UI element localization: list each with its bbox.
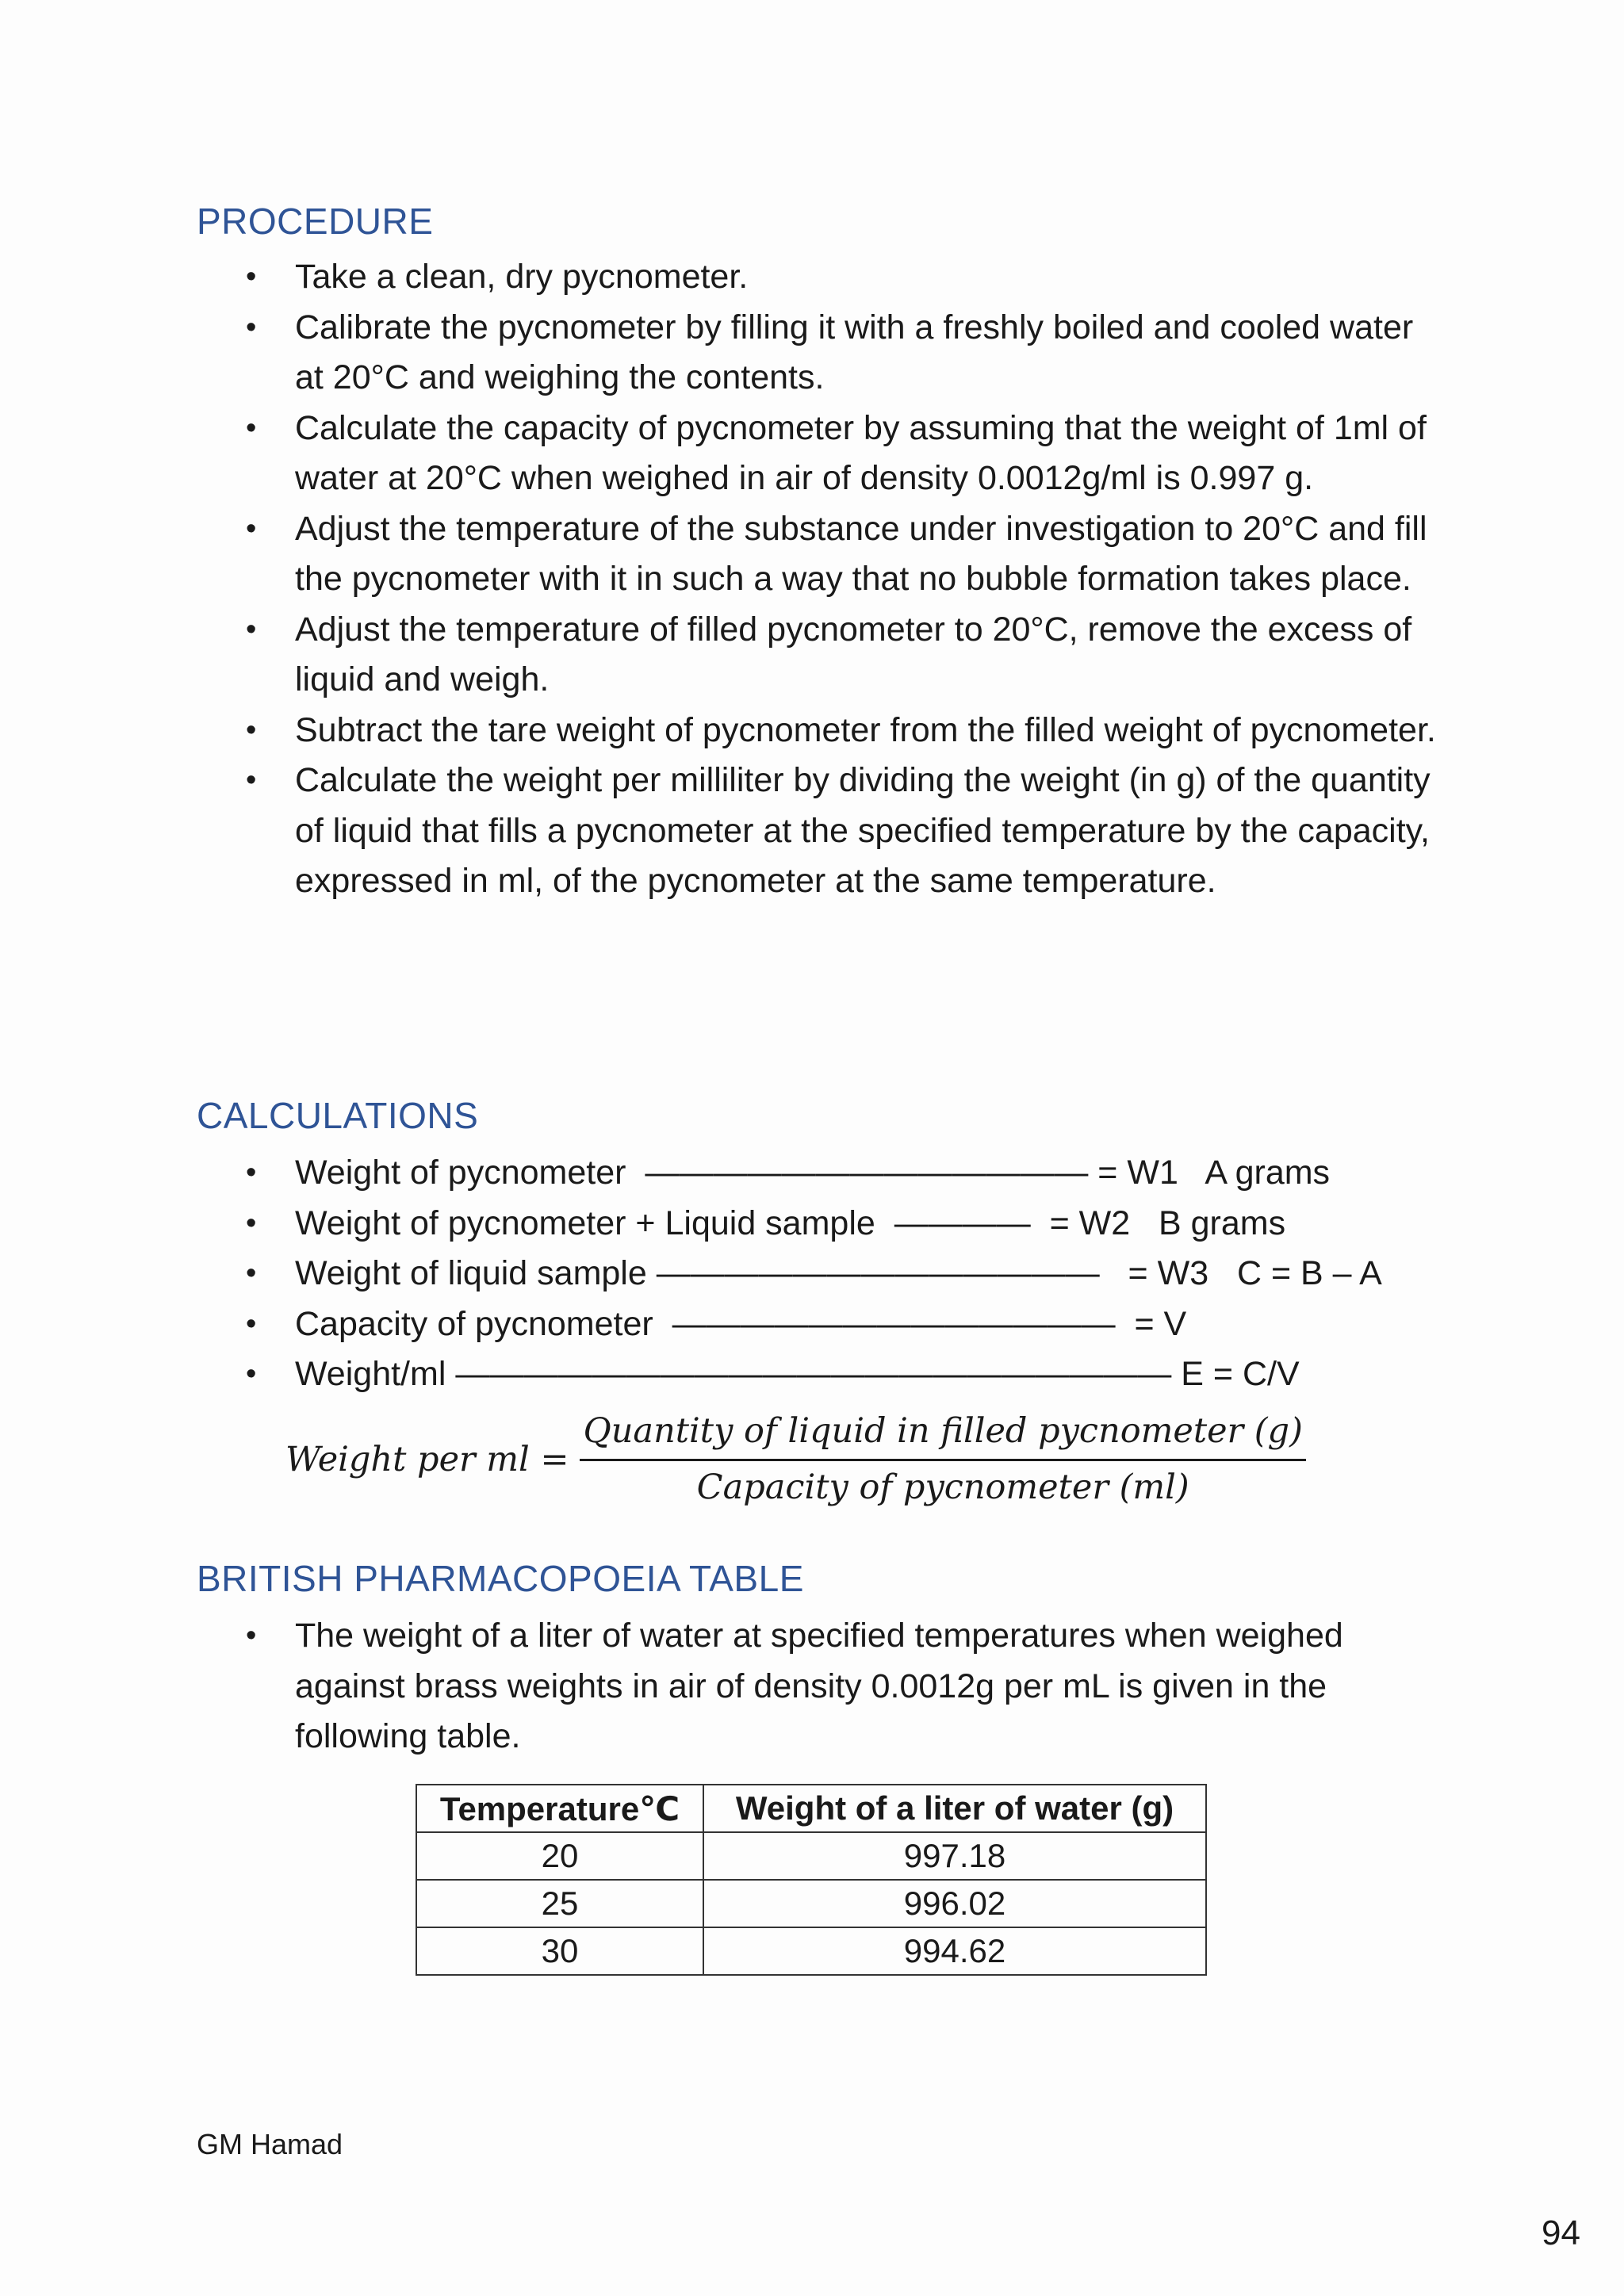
table-row xyxy=(416,1880,1206,1927)
table-cell: 30 xyxy=(416,1927,703,1975)
list-item: • Capacity of pycnometer ————————————— = V xyxy=(197,1299,1450,1350)
weight-per-ml-formula xyxy=(285,1411,1306,1507)
list-item: • Subtract the tare weight of pycnometer from the filled weight of pycnometer. xyxy=(197,706,1450,756)
formula-fraction xyxy=(580,1411,1305,1507)
procedure-list xyxy=(197,252,1450,907)
formula-numerator: Quantity of liquid in filled pycnometer (g) xyxy=(580,1411,1305,1461)
list-item: • The weight of a liter of water at specified temperatures when weighed against brass weights in air of density 0.0012g per mL is given in the following table. xyxy=(197,1611,1450,1762)
list-item: • Weight of pycnometer + Liquid sample ———— = W2 B grams xyxy=(197,1199,1450,1249)
table-header-row xyxy=(416,1785,1206,1832)
list-item: • Calculate the weight per milliliter by dividing the weight (in g) of the quantity of liquid that fills a pycnometer at the specified temperature by the capacity, expressed in ml, of the pycnometer at the same temperature. xyxy=(197,756,1450,907)
bp-table-heading: BRITISH PHARMACOPOEIA TABLE xyxy=(197,1558,804,1599)
list-item: • Weight/ml ————————————————————— E = C/V xyxy=(197,1349,1450,1400)
table-cell: 996.02 xyxy=(703,1880,1206,1927)
calculations-list xyxy=(197,1148,1450,1400)
list-item: • Calibrate the pycnometer by filling it with a freshly boiled and cooled water at 20°C and weighing the contents. xyxy=(197,303,1450,404)
footer-author: GM Hamad xyxy=(197,2128,343,2160)
procedure-heading: PROCEDURE xyxy=(197,201,434,242)
page-number: 94 xyxy=(1542,2214,1580,2252)
list-item: • Weight of liquid sample ————————————— = W3 C = B – A xyxy=(197,1249,1450,1299)
table-cell: 997.18 xyxy=(703,1832,1206,1880)
bp-list xyxy=(197,1611,1450,1762)
list-item: • Calculate the capacity of pycnometer by assuming that the weight of 1ml of water at 20°C when weighed in air of density 0.0012g/ml is 0.997 g. xyxy=(197,404,1450,504)
table-cell: 994.62 xyxy=(703,1927,1206,1975)
table-cell: 25 xyxy=(416,1880,703,1927)
table-header-temperature: Temperature℃ xyxy=(416,1785,703,1832)
table-row xyxy=(416,1832,1206,1880)
calculations-heading: CALCULATIONS xyxy=(197,1095,479,1136)
table-header-weight: Weight of a liter of water (g) xyxy=(703,1785,1206,1832)
list-item: • Weight of pycnometer ————————————— = W1 A grams xyxy=(197,1148,1450,1199)
list-item: • Take a clean, dry pycnometer. xyxy=(197,252,1450,303)
list-item: • Adjust the temperature of filled pycnometer to 20°C, remove the excess of liquid and weigh. xyxy=(197,605,1450,706)
table-row xyxy=(416,1927,1206,1975)
formula-denominator: Capacity of pycnometer (ml) xyxy=(696,1468,1189,1507)
water-weight-table xyxy=(416,1784,1207,1976)
table-cell: 20 xyxy=(416,1832,703,1880)
formula-lhs: Weight per ml = xyxy=(285,1439,569,1479)
list-item: • Adjust the temperature of the substance under investigation to 20°C and fill the pycnometer with it in such a way that no bubble formation takes place. xyxy=(197,504,1450,605)
